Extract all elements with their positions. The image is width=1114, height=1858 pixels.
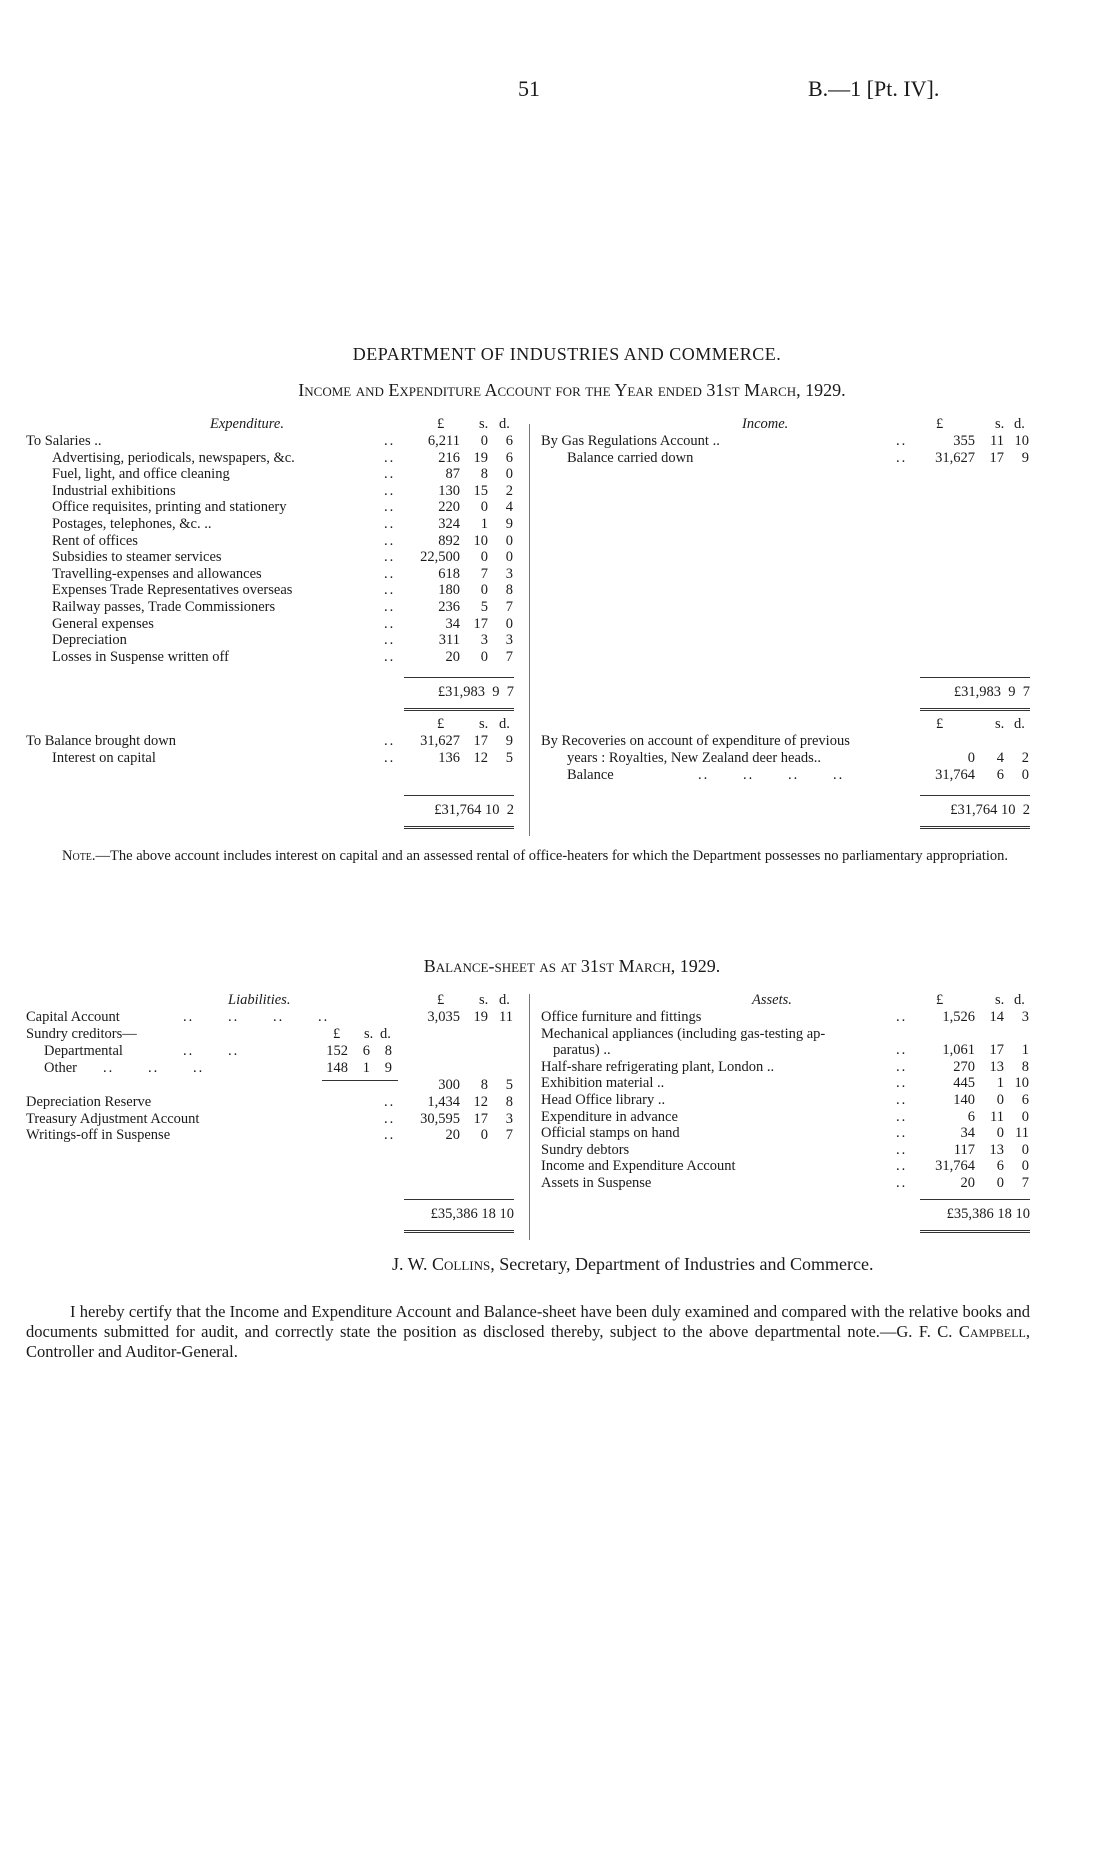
assets-total: £35,386 18 10 bbox=[946, 1206, 1030, 1222]
expenditure-row-shillings: 0 bbox=[480, 433, 488, 449]
second-debit-row-label: Interest on capital bbox=[52, 749, 156, 766]
asset-row-pounds: 1,526 bbox=[942, 1009, 975, 1025]
asset-row bbox=[541, 1059, 1031, 1076]
expenditure-row-dots: .. bbox=[384, 582, 396, 599]
expenditure-row bbox=[26, 483, 526, 500]
income-row bbox=[541, 450, 1031, 467]
expenditure-row-pence: 0 bbox=[505, 466, 513, 483]
asset-row bbox=[541, 1175, 1031, 1192]
asset-row-pounds: 140 bbox=[953, 1091, 975, 1108]
expenditure-row-dots: .. bbox=[384, 532, 396, 549]
liabilities-total: £35,386 18 10 bbox=[430, 1206, 514, 1222]
liability-row bbox=[26, 1127, 526, 1144]
expenditure-row-shillings: 5 bbox=[480, 598, 488, 615]
expenditure-row bbox=[26, 582, 526, 599]
col-pence-left: d. bbox=[499, 416, 510, 432]
expenditure-row-label: General expenses bbox=[52, 615, 154, 632]
asset-row-label: Income and Expenditure Account bbox=[541, 1158, 736, 1175]
second-debit-total-double-rule bbox=[404, 826, 514, 829]
expenditure-row-pence: 0 bbox=[505, 532, 513, 549]
expenditure-row bbox=[26, 466, 526, 483]
asset-row-shillings: 0 bbox=[996, 1091, 1004, 1108]
income-account-subtitle: Income and Expenditure Account for the Year ended 31st March, 1929. bbox=[298, 380, 846, 400]
credit-balance-dots: .. .. .. .. bbox=[698, 767, 845, 783]
expenditure-row-pounds: 180 bbox=[438, 582, 460, 599]
expenditure-row-shillings: 0 bbox=[480, 648, 488, 665]
asset-row-pounds: 117 bbox=[953, 1141, 975, 1158]
audit-certificate bbox=[26, 1302, 1030, 1362]
liabilities-total-double-rule bbox=[404, 1230, 514, 1233]
expenditure-row-label: Railway passes, Trade Commissioners bbox=[52, 598, 276, 615]
departmental-label: Departmental bbox=[44, 1043, 123, 1059]
expenditure-row-pounds: 22,500 bbox=[420, 549, 460, 566]
asset-row-pounds: 34 bbox=[960, 1125, 975, 1142]
bs-col-pence-left: d. bbox=[499, 992, 510, 1008]
income-row-pounds: 31,627 bbox=[935, 449, 975, 466]
expenditure-row-dots: .. bbox=[384, 615, 396, 632]
asset-row-shillings: 13 bbox=[989, 1058, 1004, 1075]
second-credit-total-rule bbox=[920, 795, 1030, 796]
asset-row-dots: .. bbox=[896, 1158, 908, 1175]
expenditure-row-shillings: 0 bbox=[480, 499, 488, 516]
recoveries-shillings: 4 bbox=[996, 750, 1004, 766]
asset-row-pence: 11 bbox=[1015, 1125, 1029, 1142]
recoveries-pounds: 0 bbox=[967, 750, 975, 766]
balance-sheet-subtitle: Balance-sheet as at 31st March, 1929. bbox=[423, 956, 721, 976]
expenditure-row-pence: 4 bbox=[505, 499, 513, 516]
assets-total-rule bbox=[920, 1199, 1030, 1200]
other-label: Other bbox=[44, 1060, 78, 1076]
liability-row-label: Treasury Adjustment Account bbox=[26, 1110, 200, 1127]
asset-row-pounds: 6 bbox=[967, 1108, 975, 1125]
asset-row-pence: 7 bbox=[1021, 1174, 1029, 1191]
asset-row-shillings: 6 bbox=[996, 1158, 1004, 1175]
col-pounds-left-2: £ bbox=[437, 716, 445, 732]
col-shillings-left-2: s. bbox=[479, 716, 489, 732]
auditor-name: Campbell bbox=[958, 1322, 1026, 1341]
expenditure-row-label: Expenses Trade Representatives overseas bbox=[52, 582, 293, 599]
expenditure-row-dots: .. bbox=[384, 598, 396, 615]
secretary-signature bbox=[392, 1254, 873, 1275]
second-debit-row bbox=[26, 733, 526, 750]
asset-row-shillings: 13 bbox=[989, 1141, 1004, 1158]
second-credit-total: £31,764 10 2 bbox=[950, 802, 1030, 818]
expenditure-row-shillings: 3 bbox=[480, 632, 488, 649]
assets-heading: Assets. bbox=[752, 992, 792, 1008]
asset-row-pounds: 270 bbox=[953, 1058, 975, 1075]
expenditure-row bbox=[26, 649, 526, 666]
asset-row-dots: .. bbox=[896, 1091, 908, 1108]
account-note bbox=[26, 848, 1030, 865]
other-dots: .. .. .. bbox=[103, 1060, 205, 1076]
asset-row-pence: 1 bbox=[1021, 1042, 1029, 1059]
expenditure-row-label: Postages, telephones, &c. .. bbox=[52, 515, 212, 532]
asset-row-shillings: 1 bbox=[996, 1075, 1004, 1092]
expenditure-row-pounds: 311 bbox=[438, 632, 460, 649]
bs-col-pounds-right: £ bbox=[936, 992, 944, 1008]
liability-row-shillings: 12 bbox=[473, 1094, 488, 1110]
document-title: DEPARTMENT OF INDUSTRIES AND COMMERCE. bbox=[352, 344, 782, 364]
asset-row-shillings: 14 bbox=[989, 1009, 1004, 1025]
second-debit-row-dots: .. bbox=[384, 749, 396, 766]
capital-account-pounds: 3,035 bbox=[427, 1009, 460, 1025]
sundry-total-shillings: 8 bbox=[480, 1077, 488, 1093]
secretary-title: , Secretary, Department of Industries and Commerce. bbox=[490, 1254, 874, 1274]
expenditure-row-shillings: 1 bbox=[480, 515, 488, 532]
second-debit-row-label: To Balance brought down bbox=[26, 733, 176, 749]
bs-col-pence-right: d. bbox=[1014, 992, 1025, 1008]
other-pounds: 148 bbox=[326, 1060, 348, 1076]
liability-row-pence: 3 bbox=[505, 1110, 513, 1127]
capital-account-shillings: 19 bbox=[473, 1009, 488, 1025]
expenditure-row-shillings: 15 bbox=[473, 482, 488, 499]
expenditure-row-pence: 8 bbox=[505, 582, 513, 599]
asset-row-dots: .. bbox=[896, 1042, 908, 1059]
credit-balance-label: Balance bbox=[567, 767, 614, 783]
asset-row-label: Half-share refrigerating plant, London .. bbox=[541, 1058, 775, 1075]
recoveries-line-1: By Recoveries on account of expenditure of previous bbox=[541, 733, 850, 749]
expenditure-row bbox=[26, 549, 526, 566]
assets-list bbox=[541, 1009, 1031, 1192]
asset-row bbox=[541, 1092, 1031, 1109]
expenditure-row-label: Office requisites, printing and stationery bbox=[52, 499, 287, 516]
departmental-pounds: 152 bbox=[326, 1043, 348, 1059]
income-row-dots: .. bbox=[896, 433, 908, 449]
expenditure-row-dots: .. bbox=[384, 433, 396, 449]
liability-row bbox=[26, 1094, 526, 1111]
second-debit-row bbox=[26, 750, 526, 767]
asset-row bbox=[541, 1026, 1031, 1043]
expenditure-row-pence: 7 bbox=[505, 598, 513, 615]
asset-row-dots: .. bbox=[896, 1058, 908, 1075]
asset-row bbox=[541, 1075, 1031, 1092]
expenditure-row-label: Rent of offices bbox=[52, 532, 138, 549]
expenditure-row-label: Fuel, light, and office cleaning bbox=[52, 466, 230, 483]
col-shillings-left: s. bbox=[479, 416, 489, 432]
expenditure-row bbox=[26, 533, 526, 550]
liability-row-shillings: 0 bbox=[480, 1127, 488, 1144]
expenditure-row-dots: .. bbox=[384, 466, 396, 483]
col-pence-right-2: d. bbox=[1014, 716, 1025, 732]
other-pence: 9 bbox=[384, 1060, 392, 1076]
expenditure-row-pounds: 618 bbox=[438, 565, 460, 582]
expenditure-row bbox=[26, 499, 526, 516]
asset-row-pounds: 20 bbox=[960, 1174, 975, 1191]
asset-row bbox=[541, 1125, 1031, 1142]
bs-col-shillings-left: s. bbox=[479, 992, 489, 1008]
asset-row-pence: 0 bbox=[1021, 1108, 1029, 1125]
asset-row-pence: 8 bbox=[1021, 1058, 1029, 1075]
asset-row-label: Sundry debtors bbox=[541, 1141, 630, 1158]
expenditure-row-pence: 6 bbox=[505, 449, 513, 466]
income-row-dots: .. bbox=[896, 449, 908, 466]
expenditure-row-dots: .. bbox=[384, 482, 396, 499]
asset-row bbox=[541, 1042, 1031, 1059]
balance-sheet-divider bbox=[529, 994, 530, 1240]
expenditure-row-label: Depreciation bbox=[52, 632, 127, 649]
income-row-shillings: 17 bbox=[989, 449, 1004, 466]
asset-row-pence: 3 bbox=[1021, 1009, 1029, 1025]
sundry-creditors-label: Sundry creditors— bbox=[26, 1026, 137, 1042]
expenditure-row bbox=[26, 616, 526, 633]
asset-row-label: Expenditure in advance bbox=[541, 1108, 678, 1125]
second-debit-row-pounds: 136 bbox=[438, 749, 460, 766]
expenditure-row-dots: .. bbox=[384, 549, 396, 566]
certificate-text: I hereby certify that the Income and Expenditure Account and Balance-sheet have been duly examined and compared with the relative books and documents submitted for audit, and correctly state the position as disclosed thereby, subject to the above departmental note.—G. F. C. bbox=[26, 1302, 1030, 1341]
expenditure-total-double-rule bbox=[404, 708, 514, 711]
expenditure-total-rule bbox=[404, 677, 514, 678]
expenditure-total: £31,983 9 7 bbox=[437, 684, 514, 700]
expenditure-row-shillings: 7 bbox=[480, 565, 488, 582]
departmental-shillings: 6 bbox=[362, 1043, 370, 1059]
capital-account-pence: 11 bbox=[499, 1009, 513, 1025]
expenditure-row bbox=[26, 433, 526, 450]
bs-col-shillings-right: s. bbox=[995, 992, 1005, 1008]
page-number: 51 bbox=[518, 76, 540, 101]
capital-account-label: Capital Account bbox=[26, 1009, 120, 1025]
income-row-shillings: 11 bbox=[990, 433, 1004, 449]
col-pounds-right: £ bbox=[936, 416, 944, 432]
expenditure-row-label: Advertising, periodicals, newspapers, &c. bbox=[52, 449, 295, 466]
expenditure-row-shillings: 17 bbox=[473, 615, 488, 632]
col-pence-right: d. bbox=[1014, 416, 1025, 432]
second-debit-row-shillings: 17 bbox=[473, 733, 488, 749]
expenditure-row-pence: 3 bbox=[505, 565, 513, 582]
secretary-name: J. W. Collins bbox=[392, 1254, 491, 1274]
asset-row-shillings: 17 bbox=[989, 1042, 1004, 1059]
note-text: —The above account includes interest on capital and an assessed rental of office-heaters for which the Department possesses no parliamentary appropriation. bbox=[95, 848, 1009, 864]
second-debit-row-pence: 9 bbox=[505, 733, 513, 749]
asset-row-pounds: 1,061 bbox=[942, 1042, 975, 1059]
expenditure-row bbox=[26, 516, 526, 533]
expenditure-row-pounds: 324 bbox=[438, 515, 460, 532]
col-pounds-left: £ bbox=[437, 416, 445, 432]
expenditure-row-pounds: 87 bbox=[445, 466, 460, 483]
asset-row bbox=[541, 1158, 1031, 1175]
col-shillings-right: s. bbox=[995, 416, 1005, 432]
expenditure-row-dots: .. bbox=[384, 515, 396, 532]
liability-row-pounds: 20 bbox=[445, 1127, 460, 1144]
expenditure-row-pounds: 6,211 bbox=[427, 433, 460, 449]
asset-row-label: Exhibition material .. bbox=[541, 1075, 665, 1092]
income-row-pounds: 355 bbox=[953, 433, 975, 449]
second-debit-total: £31,764 10 2 bbox=[434, 802, 514, 818]
asset-row-shillings: 0 bbox=[996, 1174, 1004, 1191]
expenditure-heading: Expenditure. bbox=[210, 416, 284, 432]
auditor-title: , Controller and Auditor-General. bbox=[26, 1322, 1030, 1361]
sundry-total-pounds: 300 bbox=[438, 1077, 460, 1093]
liability-row-pounds: 30,595 bbox=[420, 1110, 460, 1127]
asset-row-dots: .. bbox=[896, 1009, 908, 1025]
asset-row-label: paratus) .. bbox=[553, 1042, 611, 1059]
asset-row-pence: 0 bbox=[1021, 1141, 1029, 1158]
income-row-label: By Gas Regulations Account .. bbox=[541, 433, 720, 449]
expenditure-row-dots: .. bbox=[384, 499, 396, 516]
asset-row-dots: .. bbox=[896, 1174, 908, 1191]
expenditure-row-pounds: 892 bbox=[438, 532, 460, 549]
sub-col-shillings: s. bbox=[364, 1026, 374, 1042]
asset-row-label: Mechanical appliances (including gas-testing ap- bbox=[541, 1025, 826, 1042]
sub-col-pounds: £ bbox=[333, 1026, 341, 1042]
expenditure-row-label: Travelling-expenses and allowances bbox=[52, 565, 262, 582]
expenditure-row-dots: .. bbox=[384, 565, 396, 582]
expenditure-row-pence: 6 bbox=[505, 433, 513, 449]
expenditure-row bbox=[26, 632, 526, 649]
liability-row-dots: .. bbox=[384, 1127, 396, 1144]
asset-row-dots: .. bbox=[896, 1125, 908, 1142]
expenditure-row-pounds: 34 bbox=[445, 615, 460, 632]
expenditure-row-shillings: 0 bbox=[480, 582, 488, 599]
expenditure-row-pounds: 216 bbox=[438, 449, 460, 466]
expenditure-row-pence: 0 bbox=[505, 549, 513, 566]
col-shillings-right-2: s. bbox=[995, 716, 1005, 732]
expenditure-row-label: Losses in Suspense written off bbox=[52, 648, 229, 665]
recoveries-line-2: years : Royalties, New Zealand deer heads.. bbox=[567, 750, 822, 766]
expenditure-row-label: Industrial exhibitions bbox=[52, 482, 176, 499]
liabilities-total-rule bbox=[404, 1199, 514, 1200]
income-list bbox=[541, 433, 1031, 466]
income-row-pence: 9 bbox=[1021, 449, 1029, 466]
liability-row-label: Writings-off in Suspense bbox=[26, 1127, 171, 1144]
sundry-total-pence: 5 bbox=[505, 1077, 513, 1093]
expenditure-row-shillings: 0 bbox=[480, 549, 488, 566]
second-debit-row-pounds: 31,627 bbox=[420, 733, 460, 749]
asset-row-pence: 0 bbox=[1021, 1158, 1029, 1175]
credit-balance-pounds: 31,764 bbox=[935, 767, 975, 783]
expenditure-row-shillings: 10 bbox=[473, 532, 488, 549]
expenditure-row-pence: 0 bbox=[505, 615, 513, 632]
account-divider bbox=[529, 424, 530, 836]
asset-row bbox=[541, 1009, 1031, 1026]
asset-row-label: Assets in Suspense bbox=[541, 1174, 652, 1191]
second-debit-row-dots: .. bbox=[384, 733, 396, 749]
col-pounds-right-2: £ bbox=[936, 716, 944, 732]
liability-row-dots: .. bbox=[384, 1110, 396, 1127]
expenditure-row-label: Subsidies to steamer services bbox=[52, 549, 222, 566]
other-shillings: 1 bbox=[362, 1060, 370, 1076]
liabilities-list bbox=[26, 1094, 526, 1144]
capital-account-dots: .. .. .. .. bbox=[183, 1009, 330, 1025]
second-debit-row-shillings: 12 bbox=[473, 749, 488, 766]
asset-row-dots: .. bbox=[896, 1141, 908, 1158]
asset-row-dots: .. bbox=[896, 1075, 908, 1092]
expenditure-row-pounds: 236 bbox=[438, 598, 460, 615]
liability-row-label: Depreciation Reserve bbox=[26, 1094, 152, 1110]
expenditure-row-label: To Salaries .. bbox=[26, 433, 102, 449]
liability-row-pence: 8 bbox=[505, 1094, 513, 1110]
note-label: Note. bbox=[62, 848, 96, 864]
liability-row bbox=[26, 1111, 526, 1128]
sub-col-pence: d. bbox=[380, 1026, 391, 1042]
income-row-pence: 10 bbox=[1014, 433, 1029, 449]
expenditure-row-pence: 3 bbox=[505, 632, 513, 649]
asset-row-label: Official stamps on hand bbox=[541, 1125, 680, 1142]
asset-row-label: Office furniture and fittings bbox=[541, 1009, 702, 1025]
asset-row-label: Head Office library .. bbox=[541, 1091, 666, 1108]
col-pence-left-2: d. bbox=[499, 716, 510, 732]
second-debit-total-rule bbox=[404, 795, 514, 796]
liability-row-pence: 7 bbox=[505, 1127, 513, 1144]
expenditure-row-shillings: 19 bbox=[473, 449, 488, 466]
asset-row-pounds: 445 bbox=[953, 1075, 975, 1092]
liability-row-pounds: 1,434 bbox=[427, 1094, 460, 1110]
expenditure-row bbox=[26, 566, 526, 583]
expenditure-row-dots: .. bbox=[384, 449, 396, 466]
asset-row bbox=[541, 1142, 1031, 1159]
liabilities-heading: Liabilities. bbox=[228, 992, 291, 1008]
income-row bbox=[541, 433, 1031, 450]
sundry-subtotal-rule bbox=[322, 1080, 398, 1081]
expenditure-row-dots: .. bbox=[384, 632, 396, 649]
expenditure-row-pounds: 20 bbox=[445, 648, 460, 665]
expenditure-row bbox=[26, 450, 526, 467]
asset-row-dots: .. bbox=[896, 1108, 908, 1125]
credit-balance-shillings: 6 bbox=[996, 767, 1004, 783]
expenditure-list bbox=[26, 433, 526, 665]
asset-row-pounds: 31,764 bbox=[935, 1158, 975, 1175]
asset-row bbox=[541, 1109, 1031, 1126]
expenditure-row-pounds: 220 bbox=[438, 499, 460, 516]
departmental-pence: 8 bbox=[384, 1043, 392, 1059]
departmental-dots: .. .. bbox=[183, 1043, 240, 1059]
expenditure-row-pounds: 130 bbox=[438, 482, 460, 499]
income-row-label: Balance carried down bbox=[567, 449, 694, 466]
income-total-rule bbox=[920, 677, 1030, 678]
expenditure-row-shillings: 8 bbox=[480, 466, 488, 483]
income-total: £31,983 9 7 bbox=[953, 684, 1030, 700]
expenditure-row-pence: 2 bbox=[505, 482, 513, 499]
bs-col-pounds-left: £ bbox=[437, 992, 445, 1008]
asset-row-pence: 10 bbox=[1014, 1075, 1029, 1092]
expenditure-row-dots: .. bbox=[384, 648, 396, 665]
expenditure-row-pence: 9 bbox=[505, 515, 513, 532]
assets-total-double-rule bbox=[920, 1230, 1030, 1233]
second-debit-row-pence: 5 bbox=[505, 749, 513, 766]
liability-row-shillings: 17 bbox=[473, 1110, 488, 1127]
asset-row-shillings: 11 bbox=[990, 1108, 1004, 1125]
second-credit-total-double-rule bbox=[920, 826, 1030, 829]
asset-row-shillings: 0 bbox=[996, 1125, 1004, 1142]
document-reference: B.—1 [Pt. IV]. bbox=[808, 76, 940, 101]
liability-row-dots: .. bbox=[384, 1094, 396, 1110]
expenditure-row-pence: 7 bbox=[505, 648, 513, 665]
credit-balance-pence: 0 bbox=[1021, 767, 1029, 783]
recoveries-pence: 2 bbox=[1021, 750, 1029, 766]
income-total-double-rule bbox=[920, 708, 1030, 711]
income-heading: Income. bbox=[742, 416, 789, 432]
second-debit-list bbox=[26, 733, 526, 766]
expenditure-row bbox=[26, 599, 526, 616]
asset-row-pence: 6 bbox=[1021, 1091, 1029, 1108]
